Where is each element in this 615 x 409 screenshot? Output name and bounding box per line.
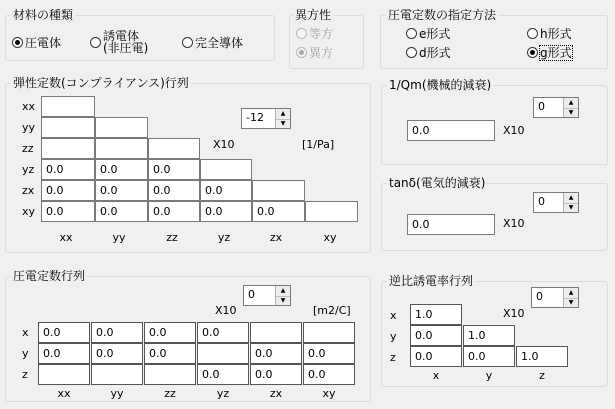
elastic-cell[interactable]: 0.0 <box>148 201 200 222</box>
permittivity-row-label: x <box>390 309 397 322</box>
piezo-col-label: xy <box>322 387 336 400</box>
elastic-cell[interactable]: 0.0 <box>200 201 252 222</box>
elastic-cell[interactable]: 0.0 <box>95 159 148 180</box>
spin-up-icon[interactable]: ▲ <box>276 286 290 297</box>
elastic-cell[interactable]: 0.0 <box>200 180 252 201</box>
permittivity-title: 逆比誘電率行列 <box>389 274 474 288</box>
spin-down-icon[interactable]: ▼ <box>280 296 286 304</box>
qm-title: 1/Qm(機械的減衰) <box>389 78 492 92</box>
spin-down-icon[interactable]: ▼ <box>280 119 286 127</box>
elastic-row-label: xy <box>22 205 36 218</box>
piezo-unit: [m2/C] <box>313 304 351 317</box>
elastic-cell[interactable]: 0.0 <box>148 180 200 201</box>
spin-up-icon[interactable]: ▲ <box>564 193 578 204</box>
spin-up-icon[interactable]: ▲ <box>564 98 578 109</box>
anisotropy-radio-anisotropic[interactable]: 異方 <box>296 46 333 60</box>
elastic-row-label: yz <box>22 163 35 176</box>
elastic-cell[interactable] <box>95 117 148 138</box>
permittivity-col-label: y <box>485 369 493 382</box>
elastic-cell[interactable] <box>305 201 358 222</box>
permittivity-row-label: z <box>390 351 396 364</box>
piezo-cell[interactable]: 0.0 <box>197 322 249 343</box>
permittivity-multiplier: X10 <box>503 307 525 320</box>
piezo-cell[interactable]: 0.0 <box>250 343 302 364</box>
piezo-row-label: z <box>22 368 28 381</box>
piezo-matrix-title: 圧電定数行列 <box>13 269 86 283</box>
permittivity-row-label: y <box>390 330 397 343</box>
tand-value-input[interactable]: 0.0 <box>407 214 495 235</box>
piezo-cell[interactable]: 0.0 <box>303 343 355 364</box>
elastic-row-label: zx <box>22 184 35 197</box>
piezo-exponent-value: 0 <box>248 288 255 301</box>
radio-selected-icon <box>527 47 538 58</box>
piezo-col-label: zx <box>269 387 283 400</box>
piezo-multiplier: X10 <box>215 304 237 317</box>
radio-selected-icon <box>296 47 307 58</box>
anisotropy-group <box>289 15 364 69</box>
permittivity-cell[interactable]: 1.0 <box>463 325 515 346</box>
material-radio-piezoelectric[interactable]: 圧電体 <box>12 36 61 50</box>
elastic-col-label: zx <box>269 231 283 244</box>
elastic-col-label: zz <box>166 231 178 244</box>
spin-up-icon[interactable]: ▲ <box>276 109 290 120</box>
piezo-col-label: xx <box>57 387 71 400</box>
elastic-cell[interactable]: 0.0 <box>41 201 95 222</box>
material-radio-dielectric[interactable] <box>90 30 148 54</box>
radio-icon <box>90 37 101 48</box>
piezo-method-group <box>380 15 608 69</box>
method-radio-d[interactable]: d形式 <box>406 46 451 60</box>
elastic-exponent-value: -12 <box>246 111 264 124</box>
spin-down-icon[interactable]: ▼ <box>568 108 574 116</box>
qm-exponent-value: 0 <box>538 100 545 113</box>
elastic-cell[interactable]: 0.0 <box>148 159 200 180</box>
piezo-cell[interactable] <box>91 364 143 385</box>
piezo-cell[interactable]: 0.0 <box>144 343 196 364</box>
radio-icon <box>406 47 417 58</box>
radio-icon <box>527 28 538 39</box>
piezo-cell[interactable]: 0.0 <box>91 343 143 364</box>
elastic-col-label: xx <box>59 231 73 244</box>
spin-down-icon[interactable]: ▼ <box>568 203 574 211</box>
elastic-cell[interactable]: 0.0 <box>41 159 95 180</box>
elastic-unit: [1/Pa] <box>302 138 335 151</box>
piezo-cell[interactable] <box>144 364 196 385</box>
piezo-exponent-spinner[interactable] <box>243 285 291 306</box>
piezo-cell[interactable]: 0.0 <box>250 364 302 385</box>
elastic-cell[interactable] <box>148 138 200 159</box>
elastic-cell[interactable]: 0.0 <box>41 180 95 201</box>
elastic-cell[interactable]: 0.0 <box>95 180 148 201</box>
piezo-cell[interactable] <box>38 364 90 385</box>
permittivity-col-label: z <box>539 369 545 382</box>
piezo-method-title: 圧電定数の指定方法 <box>388 8 497 22</box>
spin-down-icon[interactable]: ▼ <box>568 298 574 306</box>
piezo-cell[interactable] <box>303 322 355 343</box>
piezo-col-label: yy <box>110 387 124 400</box>
piezo-col-label: yz <box>216 387 230 400</box>
permittivity-cell[interactable]: 0.0 <box>410 325 462 346</box>
elastic-cell[interactable]: 0.0 <box>252 201 305 222</box>
material-type-title: 材料の種類 <box>13 8 74 22</box>
qm-exponent-spinner[interactable] <box>533 97 579 118</box>
tand-exponent-spinner[interactable] <box>533 192 579 213</box>
anisotropy-title: 異方性 <box>295 8 332 22</box>
piezo-cell[interactable]: 0.0 <box>197 364 249 385</box>
elastic-col-label: yy <box>112 231 126 244</box>
material-option-dielectric-sub: (非圧電) <box>103 41 149 55</box>
piezo-cell[interactable] <box>197 343 249 364</box>
elastic-exponent-spinner[interactable] <box>241 108 291 129</box>
elastic-row-label: xx <box>22 100 36 113</box>
elastic-col-label: yz <box>217 231 231 244</box>
piezo-cell[interactable]: 0.0 <box>91 322 143 343</box>
piezo-cell[interactable]: 0.0 <box>38 343 90 364</box>
material-radio-perfect-conductor[interactable]: 完全導体 <box>182 36 243 50</box>
method-radio-e[interactable]: e形式 <box>406 27 450 41</box>
qm-multiplier: X10 <box>503 124 525 137</box>
piezo-cell[interactable] <box>250 322 302 343</box>
permittivity-col-label: x <box>432 369 440 382</box>
spin-up-icon[interactable]: ▲ <box>564 288 578 299</box>
radio-icon <box>296 28 307 39</box>
permittivity-exponent-spinner[interactable] <box>531 287 579 308</box>
elastic-row-label: yy <box>22 121 36 134</box>
piezo-col-label: zz <box>164 387 176 400</box>
qm-value-input[interactable]: 0.0 <box>407 120 495 141</box>
material-option-dielectric-label: 誘電体 <box>103 29 140 43</box>
elastic-cell[interactable] <box>41 117 95 138</box>
piezo-cell[interactable]: 0.0 <box>144 322 196 343</box>
elastic-cell[interactable] <box>252 180 305 201</box>
elastic-cell[interactable]: 0.0 <box>95 201 148 222</box>
permittivity-cell[interactable]: 1.0 <box>410 304 462 325</box>
radio-icon <box>406 28 417 39</box>
radio-icon <box>182 37 193 48</box>
piezo-row-label: y <box>22 347 29 360</box>
elastic-cell[interactable] <box>95 138 148 159</box>
piezo-cell[interactable]: 0.0 <box>303 364 355 385</box>
anisotropy-radio-isotropic[interactable]: 等方 <box>296 27 333 41</box>
elastic-row-label: zz <box>22 142 34 155</box>
tand-exponent-value: 0 <box>538 195 545 208</box>
tand-multiplier: X10 <box>503 217 525 230</box>
elastic-cell[interactable] <box>41 138 95 159</box>
method-radio-g[interactable]: g形式 <box>527 46 572 60</box>
piezo-cell[interactable]: 0.0 <box>38 322 90 343</box>
permittivity-cell[interactable]: 0.0 <box>463 346 515 367</box>
elastic-cell[interactable] <box>200 159 252 180</box>
permittivity-exponent-value: 0 <box>536 290 543 303</box>
permittivity-cell[interactable]: 1.0 <box>516 346 568 367</box>
permittivity-cell[interactable]: 0.0 <box>410 346 462 367</box>
tand-title: tanδ(電気的減衰) <box>389 176 486 190</box>
elastic-multiplier: X10 <box>213 138 235 151</box>
method-radio-h[interactable]: h形式 <box>527 27 572 41</box>
radio-selected-icon <box>12 37 23 48</box>
elastic-matrix-title: 弾性定数(コンプライアンス)行列 <box>13 76 189 90</box>
elastic-col-label: xy <box>323 231 337 244</box>
piezo-row-label: x <box>22 326 29 339</box>
elastic-cell[interactable] <box>41 96 95 117</box>
